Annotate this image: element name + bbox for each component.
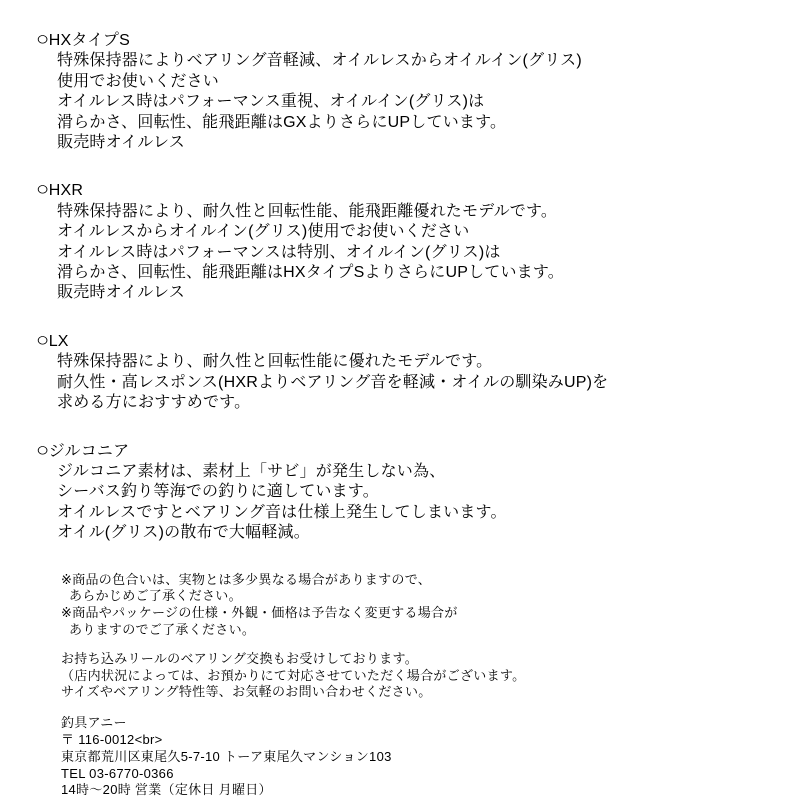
- section-title-zirconia: [36, 441, 788, 462]
- shop-postal-code: 〒 116-0012<br>: [61, 731, 163, 747]
- note-line: ※商品やパッケージの仕様・外観・価格は予告なく変更する場合が: [61, 605, 458, 621]
- description-line: 販売時オイルレス: [57, 134, 185, 152]
- section-body: [57, 352, 788, 413]
- shop-address: 東京都荒川区東尾久5-7-10 トーア東尾久マンション103: [61, 748, 392, 764]
- note-line-continuation: ありますのでご了承ください。: [69, 621, 256, 637]
- section-title-text: ジルコニア: [48, 442, 130, 460]
- description-line: 特殊保持器により、耐久性と回転性能に優れたモデルです。: [57, 353, 493, 371]
- description-line: 滑らかさ、回転性、能飛距離はHXタイプSよりさらにUPしています。: [57, 264, 565, 282]
- description-line: 使用でお使いください: [57, 72, 220, 90]
- product-section-zirconia: [36, 441, 788, 544]
- description-line: 特殊保持器により、耐久性と回転性能、能飛距離優れたモデルです。: [57, 202, 558, 220]
- service-line: サイズやベアリング特性等、お気軽のお問い合わせください。: [61, 684, 432, 700]
- section-body: [57, 202, 788, 304]
- product-section-hx-type-s: [36, 30, 788, 153]
- shop-name: 釣具アニー: [61, 715, 127, 731]
- note-line-continuation: あらかじめご了承ください。: [69, 588, 242, 604]
- disclaimer-notes: [61, 572, 788, 639]
- shop-tel: TEL 03-6770-0366: [61, 765, 174, 781]
- circle-marker: ○: [36, 329, 50, 351]
- circle-marker: ○: [36, 179, 50, 201]
- description-line: オイル(グリス)の散布で大幅軽減。: [57, 524, 310, 542]
- description-line: オイルレス時はパフォーマンスは特別、オイルイン(グリス)は: [57, 243, 501, 261]
- description-line: オイルレスですとベアリング音は仕様上発生してしまいます。: [57, 503, 507, 521]
- shop-hours: 14時～20時 営業（定休日 月曜日）: [61, 782, 272, 798]
- section-title-lx: [36, 331, 788, 352]
- description-line: シーバス釣り等海での釣りに適しています。: [57, 483, 379, 501]
- description-line: 特殊保持器によりベアリング音軽減、オイルレスからオイルイン(グリス): [57, 52, 582, 70]
- service-line: （店内状況によっては、お預かりにて対応させていただく場合がございます。: [61, 667, 526, 683]
- circle-marker: ○: [36, 439, 50, 461]
- section-title-hx-type-s: [36, 30, 788, 51]
- section-title-hxr: [36, 180, 788, 201]
- shop-info: [61, 715, 788, 799]
- service-info: [61, 651, 788, 701]
- section-title-text: HXタイプS: [48, 32, 130, 49]
- description-line: 滑らかさ、回転性、能飛距離はGXよりさらにUPしています。: [57, 113, 507, 131]
- description-line: 耐久性・高レスポンス(HXRよりベアリング音を軽減・オイルの馴染みUP)を: [57, 373, 609, 391]
- product-section-hxr: [36, 180, 788, 303]
- description-line: オイルレスからオイルイン(グリス)使用でお使いください: [57, 223, 470, 241]
- note-line: ※商品の色合いは、実物とは多少異なる場合がありますので、: [61, 571, 432, 587]
- description-line: 求める方におすすめです。: [57, 394, 251, 412]
- circle-marker: ○: [36, 29, 50, 50]
- product-section-lx: [36, 331, 788, 414]
- section-body: [57, 462, 788, 544]
- description-line: 販売時オイルレス: [57, 284, 185, 302]
- description-line: オイルレス時はパフォーマンス重視、オイルイン(グリス)は: [57, 93, 485, 111]
- service-line: お持ち込みリールのベアリング交換もお受けしております。: [61, 650, 419, 666]
- section-title-text: LX: [48, 332, 69, 350]
- section-body: [57, 51, 788, 153]
- description-line: ジルコニア素材は、素材上「サビ」が発生しない為、: [57, 462, 446, 480]
- section-title-text: HXR: [48, 182, 84, 200]
